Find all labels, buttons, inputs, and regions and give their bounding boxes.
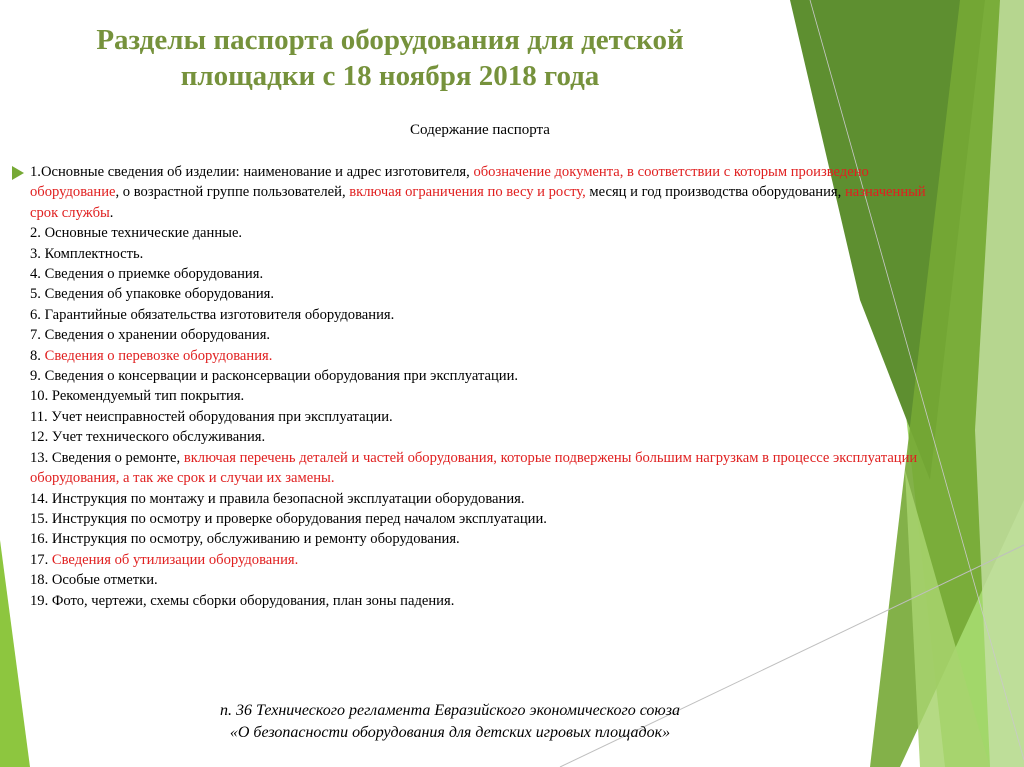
list-item [30, 264, 935, 284]
title-line-2: площадки с 18 ноября 2018 года [180, 60, 600, 92]
highlighted-text: обозначение документа, в соответствии с которым произведено оборудование [30, 164, 869, 201]
list-item [30, 448, 935, 489]
item-text: 4. Сведения о приемке оборудования. [30, 266, 264, 283]
item-text: , о возрастной группе пользователей, [115, 184, 350, 201]
item-text: 17. [30, 551, 52, 568]
title-line-1: Разделы паспорта оборудования для детской [96, 24, 684, 56]
list-item [30, 529, 935, 549]
item-text: 3. Комплектность. [30, 245, 144, 262]
list-item [30, 162, 935, 223]
highlighted-text: Сведения о перевозке оборудования. [44, 347, 273, 364]
list-item [30, 427, 935, 447]
item-text: 13. Сведения о ремонте, [30, 449, 184, 466]
list-item [30, 223, 935, 243]
list-item [30, 346, 935, 366]
item-text: 11. Учет неисправностей оборудования при эксплуатации. [30, 408, 393, 425]
highlighted-text: Сведения об утилизации оборудования. [51, 551, 299, 568]
list-item [30, 570, 935, 590]
list-item [30, 305, 935, 325]
item-text: 12. Учет технического обслуживания. [30, 429, 266, 446]
left-green-stripe [0, 540, 30, 767]
list-item [30, 591, 935, 611]
item-text: 9. Сведения о консервации и расконсервации оборудования при эксплуатации. [30, 368, 519, 385]
footer-reference [120, 700, 780, 744]
item-text: 10. Рекомендуемый тип покрытия. [30, 388, 245, 405]
bullet-arrow-icon [12, 166, 24, 180]
list-item [30, 325, 935, 345]
highlighted-text: включая ограничения по весу и росту, [349, 184, 586, 201]
list-item [30, 509, 935, 529]
highlighted-text: назначенный срок службы [30, 184, 926, 221]
item-text: 8. [30, 347, 45, 364]
footer-line-1: п. 36 Технического регламента Евразийского экономического союза [220, 702, 680, 719]
item-text: 6. Гарантийные обязательства изготовителя оборудования. [30, 306, 395, 323]
list-item [30, 550, 935, 570]
slide-title [40, 22, 740, 94]
passport-contents-list [30, 162, 935, 611]
list-item [30, 489, 935, 509]
item-text: 16. Инструкция по осмотру, обслуживанию и ремонту оборудования. [30, 531, 460, 548]
item-text: 1.Основные сведения об изделии: наименование и адрес изготовителя, [30, 164, 474, 180]
highlighted-text: включая перечень деталей и частей оборудования, которые подвержены большим нагрузкам в процессе эксплуатации оборудования, а так же срок и случаи их замены. [30, 449, 918, 487]
list-item [30, 284, 935, 304]
item-text: . [109, 204, 114, 221]
item-text: 19. Фото, чертежи, схемы сборки оборудования, план зоны падения. [30, 592, 455, 609]
list-item [30, 386, 935, 406]
item-text: 15. Инструкция по осмотру и проверке оборудования перед началом эксплуатации. [30, 510, 547, 527]
content-subheading: Содержание паспорта [410, 122, 550, 138]
list-item [30, 366, 935, 386]
footer-line-2: «О безопасности оборудования для детских игровых площадок» [229, 724, 671, 741]
item-text: 5. Сведения об упаковке оборудования. [30, 286, 275, 303]
list-item [30, 244, 935, 264]
item-text: 2. Основные технические данные. [30, 225, 243, 242]
item-text: 14. Инструкция по монтажу и правила безопасной эксплуатации оборудования. [30, 490, 525, 507]
item-text: месяц и год производства оборудования, [585, 184, 845, 201]
list-item [30, 407, 935, 427]
item-text: 18. Особые отметки. [30, 572, 158, 589]
item-text: 7. Сведения о хранении оборудования. [30, 327, 271, 344]
